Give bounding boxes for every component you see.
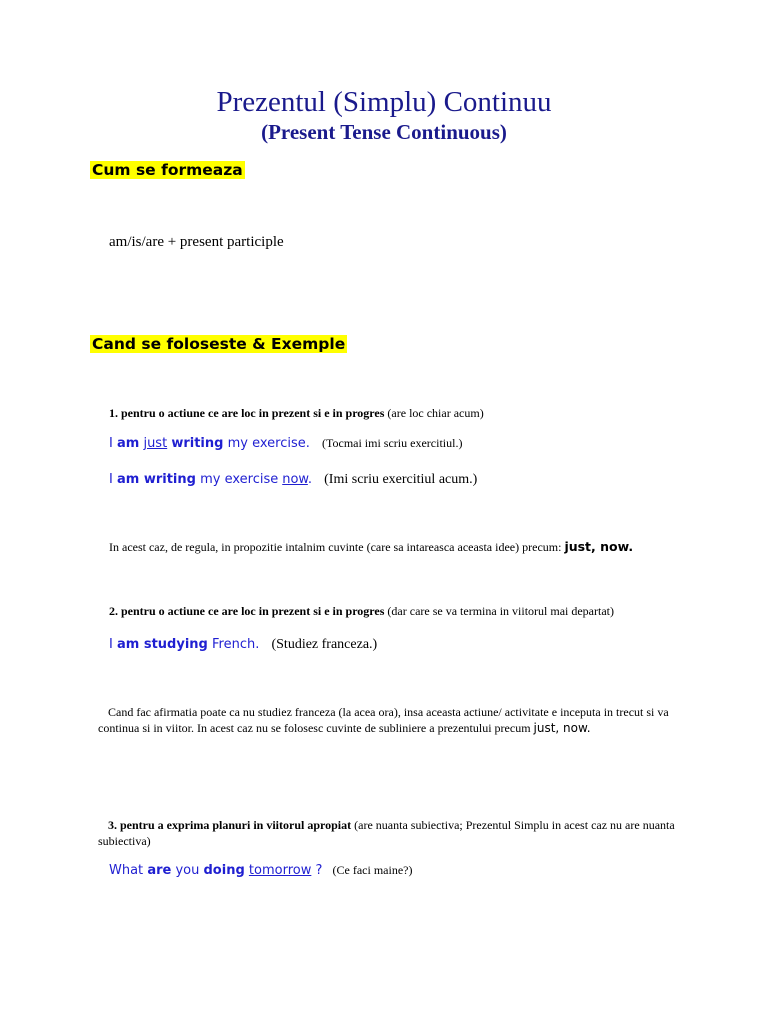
- rule-2: [109, 604, 614, 619]
- rule-3-detail-2: nuanta subiectiva): [98, 818, 675, 848]
- example-1: [109, 436, 462, 451]
- example-3: [109, 637, 377, 653]
- example-2-period: .: [307, 472, 312, 487]
- example-3-translation: (Studiez franceza.): [271, 637, 378, 652]
- page-title: Prezentul (Simplu) Continuu: [216, 86, 552, 118]
- example-4-verb: doing: [203, 863, 245, 878]
- example-1-adverb: just: [143, 436, 168, 451]
- example-2: [109, 472, 477, 488]
- page-subtitle: (Present Tense Continuous): [261, 120, 507, 144]
- note-1-text: In acest caz, de regula, in propozitie intalnim cuvinte (care sa intareasca aceasta idee) precum:: [109, 540, 562, 554]
- example-1-subject: I: [109, 436, 113, 451]
- example-4-question-mark: ?: [315, 863, 323, 878]
- note-1: [109, 539, 633, 555]
- formula-text: am/is/are + present participle: [109, 234, 284, 250]
- example-1-verb: writing: [171, 436, 224, 451]
- example-2-translation: (Imi scriu exercitiul acum.): [324, 472, 478, 487]
- example-1-aux: am: [116, 436, 140, 451]
- example-3-subject: I: [109, 637, 113, 652]
- rule-3-detail-1: (are nuanta subiectiva; Prezentul Simplu in acest caz nu are: [354, 818, 640, 832]
- rule-3-label: 3. pentru a exprima planuri in viitorul apropiat: [108, 818, 352, 832]
- example-1-object: my exercise.: [227, 436, 310, 451]
- example-2-verb: am writing: [116, 472, 196, 487]
- rule-2-detail: (dar care se va termina in viitorul mai departat): [387, 604, 614, 618]
- rule-1: [109, 406, 484, 421]
- rule-1-detail: (are loc chiar acum): [387, 406, 484, 420]
- example-2-adverb: now: [282, 472, 308, 487]
- rule-2-label: 2. pentru o actiune ce are loc in prezent si e in progres: [109, 604, 385, 618]
- example-1-translation: (Tocmai imi scriu exercitiul.): [322, 436, 463, 450]
- rule-1-label: 1. pentru o actiune ce are loc in prezent si e in progres: [109, 406, 385, 420]
- example-3-object: French.: [211, 637, 260, 652]
- example-2-subject: I: [109, 472, 113, 487]
- usage-heading: Cand se foloseste & Exemple: [92, 335, 346, 353]
- formation-heading: Cum se formeaza: [92, 161, 243, 179]
- note-2-text: Cand fac afirmatia poate ca nu studiez franceza (la acea ora), insa aceasta actiune/ activitate e inceputa in trecut si va continua si in viitor. In acest caz nu se folosesc cuvinte de subliniere a prezentului precum: [98, 705, 669, 735]
- example-4-translation: (Ce faci maine?): [332, 863, 413, 877]
- rule-3: [98, 817, 678, 849]
- example-4-word-what: What: [109, 863, 144, 878]
- example-4: [109, 863, 412, 878]
- example-4-adverb: tomorrow: [248, 863, 312, 878]
- note-1-keywords: just, now.: [564, 539, 634, 554]
- example-4-subject: you: [175, 863, 200, 878]
- example-2-object: my exercise: [200, 472, 279, 487]
- note-2-keywords: just, now.: [533, 721, 591, 735]
- example-3-verb: am studying: [116, 637, 208, 652]
- example-4-aux: are: [147, 863, 172, 878]
- note-2: [98, 704, 678, 736]
